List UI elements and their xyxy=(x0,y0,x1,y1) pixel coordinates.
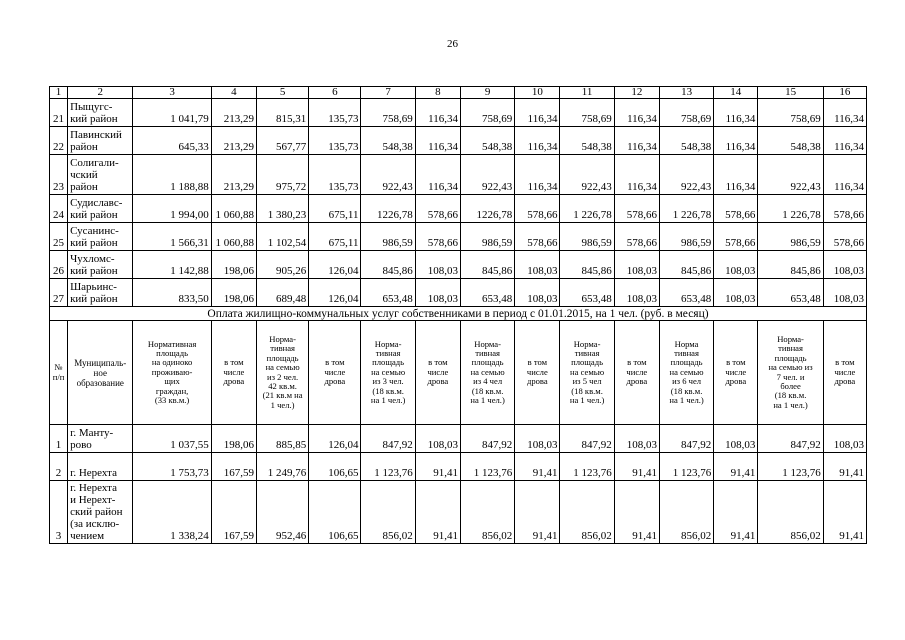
value-cell: 815,31 xyxy=(256,99,308,127)
header-cell: в том числе дрова xyxy=(309,321,361,425)
value-cell: 198,06 xyxy=(211,279,256,307)
header-municipality: Муниципаль- ное образование xyxy=(68,321,133,425)
value-cell: 108,03 xyxy=(515,425,560,453)
row-name: г. Нерехта и Нерехт- ский район (за исклю- чением xyxy=(68,481,133,544)
row-name: Сусанинс- кий район xyxy=(68,223,133,251)
table-row xyxy=(50,481,867,544)
column-number: 8 xyxy=(415,87,460,99)
value-cell: 578,66 xyxy=(515,223,560,251)
value-cell: 106,65 xyxy=(309,481,361,544)
value-cell: 108,03 xyxy=(415,279,460,307)
column-number: 15 xyxy=(758,87,823,99)
value-cell: 653,48 xyxy=(460,279,514,307)
value-cell: 1 249,76 xyxy=(256,453,308,481)
table-header-row xyxy=(50,321,867,425)
value-cell: 675,11 xyxy=(309,223,361,251)
value-cell: 1 060,88 xyxy=(211,195,256,223)
value-cell: 1 037,55 xyxy=(133,425,211,453)
value-cell: 108,03 xyxy=(714,425,758,453)
value-cell: 578,66 xyxy=(823,223,866,251)
value-cell: 213,29 xyxy=(211,155,256,195)
value-cell: 1226,78 xyxy=(361,195,415,223)
header-cell: в том числе дрова xyxy=(714,321,758,425)
column-number: 7 xyxy=(361,87,415,99)
value-cell: 986,59 xyxy=(560,223,614,251)
value-cell: 578,66 xyxy=(515,195,560,223)
row-number: 25 xyxy=(50,223,68,251)
column-number: 6 xyxy=(309,87,361,99)
value-cell: 578,66 xyxy=(714,223,758,251)
value-cell: 653,48 xyxy=(560,279,614,307)
value-cell: 116,34 xyxy=(714,127,758,155)
value-cell: 758,69 xyxy=(361,99,415,127)
row-number: 22 xyxy=(50,127,68,155)
value-cell: 91,41 xyxy=(415,481,460,544)
header-cell: в том числе дрова xyxy=(515,321,560,425)
value-cell: 116,34 xyxy=(614,127,659,155)
row-name: Шарьинс- кий район xyxy=(68,279,133,307)
column-number: 10 xyxy=(515,87,560,99)
value-cell: 213,29 xyxy=(211,99,256,127)
value-cell: 108,03 xyxy=(515,279,560,307)
value-cell: 856,02 xyxy=(361,481,415,544)
value-cell: 91,41 xyxy=(714,453,758,481)
value-cell: 758,69 xyxy=(460,99,514,127)
value-cell: 653,48 xyxy=(659,279,713,307)
value-cell: 135,73 xyxy=(309,127,361,155)
value-cell: 847,92 xyxy=(758,425,823,453)
value-cell: 548,38 xyxy=(659,127,713,155)
column-number: 13 xyxy=(659,87,713,99)
value-cell: 108,03 xyxy=(614,425,659,453)
row-name: Солигали- чский район xyxy=(68,155,133,195)
value-cell: 758,69 xyxy=(758,99,823,127)
value-cell: 126,04 xyxy=(309,251,361,279)
header-cell: Норма- тивная площадь на семью из 7 чел. и более (18 кв.м. на 1 чел.) xyxy=(758,321,823,425)
value-cell: 116,34 xyxy=(823,99,866,127)
value-cell: 198,06 xyxy=(211,425,256,453)
header-cell: Норма- тивная площадь на семью из 3 чел. (18 кв.м. на 1 чел.) xyxy=(361,321,415,425)
value-cell: 116,34 xyxy=(614,155,659,195)
table-row xyxy=(50,279,867,307)
value-cell: 1 338,24 xyxy=(133,481,211,544)
value-cell: 847,92 xyxy=(560,425,614,453)
value-cell: 1 041,79 xyxy=(133,99,211,127)
value-cell: 91,41 xyxy=(614,453,659,481)
table-row xyxy=(50,155,867,195)
value-cell: 126,04 xyxy=(309,279,361,307)
value-cell: 1 123,76 xyxy=(460,453,514,481)
table-row xyxy=(50,251,867,279)
value-cell: 135,73 xyxy=(309,99,361,127)
value-cell: 645,33 xyxy=(133,127,211,155)
header-cell: в том числе дрова xyxy=(823,321,866,425)
row-name: г. Манту- рово xyxy=(68,425,133,453)
value-cell: 905,26 xyxy=(256,251,308,279)
value-cell: 845,86 xyxy=(758,251,823,279)
row-name: г. Нерехта xyxy=(68,453,133,481)
value-cell: 578,66 xyxy=(415,195,460,223)
value-cell: 922,43 xyxy=(659,155,713,195)
value-cell: 91,41 xyxy=(823,453,866,481)
row-name: Чухломс- кий район xyxy=(68,251,133,279)
row-number: 2 xyxy=(50,453,68,481)
value-cell: 1 226,78 xyxy=(659,195,713,223)
value-cell: 653,48 xyxy=(758,279,823,307)
row-number: 23 xyxy=(50,155,68,195)
value-cell: 108,03 xyxy=(515,251,560,279)
value-cell: 167,59 xyxy=(211,453,256,481)
value-cell: 578,66 xyxy=(614,195,659,223)
value-cell: 1 123,76 xyxy=(758,453,823,481)
value-cell: 213,29 xyxy=(211,127,256,155)
value-cell: 578,66 xyxy=(614,223,659,251)
value-cell: 548,38 xyxy=(361,127,415,155)
value-cell: 758,69 xyxy=(659,99,713,127)
value-cell: 758,69 xyxy=(560,99,614,127)
value-cell: 108,03 xyxy=(415,425,460,453)
value-cell: 1 226,78 xyxy=(560,195,614,223)
value-cell: 116,34 xyxy=(415,127,460,155)
table-row xyxy=(50,425,867,453)
value-cell: 986,59 xyxy=(460,223,514,251)
row-number: 27 xyxy=(50,279,68,307)
value-cell: 986,59 xyxy=(659,223,713,251)
value-cell: 1 123,76 xyxy=(659,453,713,481)
header-cell: Норма тивная площадь на семью из 6 чел (18 кв.м. на 1 чел.) xyxy=(659,321,713,425)
value-cell: 108,03 xyxy=(614,251,659,279)
column-number: 1 xyxy=(50,87,68,99)
value-cell: 548,38 xyxy=(758,127,823,155)
value-cell: 856,02 xyxy=(659,481,713,544)
row-number: 1 xyxy=(50,425,68,453)
header-cell: Норма- тивная площадь на семью из 4 чел (18 кв.м. на 1 чел.) xyxy=(460,321,514,425)
column-number: 2 xyxy=(68,87,133,99)
value-cell: 108,03 xyxy=(714,279,758,307)
value-cell: 167,59 xyxy=(211,481,256,544)
value-cell: 675,11 xyxy=(309,195,361,223)
header-cell: Нормативная площадь на одиноко проживаю- щих граждан, (33 кв.м.) xyxy=(133,321,211,425)
value-cell: 116,34 xyxy=(515,155,560,195)
row-name: Судиславс- кий район xyxy=(68,195,133,223)
value-cell: 91,41 xyxy=(515,481,560,544)
column-number-row xyxy=(50,87,867,99)
value-cell: 845,86 xyxy=(361,251,415,279)
value-cell: 885,85 xyxy=(256,425,308,453)
header-cell: в том числе дрова xyxy=(415,321,460,425)
value-cell: 116,34 xyxy=(415,155,460,195)
value-cell: 116,34 xyxy=(714,155,758,195)
value-cell: 116,34 xyxy=(415,99,460,127)
value-cell: 1 566,31 xyxy=(133,223,211,251)
column-number: 3 xyxy=(133,87,211,99)
value-cell: 108,03 xyxy=(823,425,866,453)
header-cell: Норма- тивная площадь на семью из 5 чел (18 кв.м. на 1 чел.) xyxy=(560,321,614,425)
value-cell: 847,92 xyxy=(659,425,713,453)
row-name: Павинский район xyxy=(68,127,133,155)
value-cell: 116,34 xyxy=(515,99,560,127)
value-cell: 548,38 xyxy=(560,127,614,155)
value-cell: 1 123,76 xyxy=(361,453,415,481)
value-cell: 108,03 xyxy=(823,279,866,307)
value-cell: 856,02 xyxy=(560,481,614,544)
value-cell: 548,38 xyxy=(460,127,514,155)
header-cell: Норма- тивная площадь на семью из 2 чел. 42 кв.м. (21 кв.м на 1 чел.) xyxy=(256,321,308,425)
value-cell: 847,92 xyxy=(361,425,415,453)
value-cell: 1 753,73 xyxy=(133,453,211,481)
value-cell: 986,59 xyxy=(361,223,415,251)
value-cell: 108,03 xyxy=(614,279,659,307)
value-cell: 845,86 xyxy=(460,251,514,279)
header-cell: в том числе дрова xyxy=(211,321,256,425)
header-number: № п/п xyxy=(50,321,68,425)
page-number: 26 xyxy=(447,38,458,50)
value-cell: 108,03 xyxy=(823,251,866,279)
value-cell: 91,41 xyxy=(714,481,758,544)
value-cell: 116,34 xyxy=(823,155,866,195)
value-cell: 845,86 xyxy=(659,251,713,279)
section-caption-row xyxy=(50,307,867,321)
value-cell: 578,66 xyxy=(415,223,460,251)
value-cell: 91,41 xyxy=(515,453,560,481)
column-number: 5 xyxy=(256,87,308,99)
column-number: 16 xyxy=(823,87,866,99)
value-cell: 922,43 xyxy=(560,155,614,195)
value-cell: 1 994,00 xyxy=(133,195,211,223)
value-cell: 975,72 xyxy=(256,155,308,195)
value-cell: 91,41 xyxy=(823,481,866,544)
value-cell: 126,04 xyxy=(309,425,361,453)
value-cell: 135,73 xyxy=(309,155,361,195)
section-caption: Оплата жилищно-коммунальных услуг собственниками в период с 01.01.2015, на 1 чел. (руб. в месяц) xyxy=(50,307,867,321)
value-cell: 922,43 xyxy=(460,155,514,195)
value-cell: 116,34 xyxy=(714,99,758,127)
row-number: 3 xyxy=(50,481,68,544)
value-cell: 578,66 xyxy=(823,195,866,223)
value-cell: 91,41 xyxy=(614,481,659,544)
value-cell: 108,03 xyxy=(714,251,758,279)
table-row xyxy=(50,223,867,251)
column-number: 14 xyxy=(714,87,758,99)
value-cell: 952,46 xyxy=(256,481,308,544)
table-row xyxy=(50,99,867,127)
value-cell: 116,34 xyxy=(614,99,659,127)
column-number: 4 xyxy=(211,87,256,99)
value-cell: 1 380,23 xyxy=(256,195,308,223)
value-cell: 1 123,76 xyxy=(560,453,614,481)
value-cell: 198,06 xyxy=(211,251,256,279)
value-cell: 1 142,88 xyxy=(133,251,211,279)
column-number: 11 xyxy=(560,87,614,99)
column-number: 12 xyxy=(614,87,659,99)
value-cell: 578,66 xyxy=(714,195,758,223)
value-cell: 116,34 xyxy=(823,127,866,155)
value-cell: 91,41 xyxy=(415,453,460,481)
value-cell: 1 226,78 xyxy=(758,195,823,223)
value-cell: 833,50 xyxy=(133,279,211,307)
value-cell: 689,48 xyxy=(256,279,308,307)
value-cell: 1226,78 xyxy=(460,195,514,223)
value-cell: 922,43 xyxy=(758,155,823,195)
table-row xyxy=(50,127,867,155)
value-cell: 847,92 xyxy=(460,425,514,453)
value-cell: 856,02 xyxy=(758,481,823,544)
value-cell: 108,03 xyxy=(415,251,460,279)
value-cell: 856,02 xyxy=(460,481,514,544)
value-cell: 1 188,88 xyxy=(133,155,211,195)
value-cell: 922,43 xyxy=(361,155,415,195)
column-number: 9 xyxy=(460,87,514,99)
row-number: 24 xyxy=(50,195,68,223)
value-cell: 116,34 xyxy=(515,127,560,155)
row-name: Пыщугс- кий район xyxy=(68,99,133,127)
value-cell: 845,86 xyxy=(560,251,614,279)
value-cell: 106,65 xyxy=(309,453,361,481)
row-number: 21 xyxy=(50,99,68,127)
table-row xyxy=(50,195,867,223)
value-cell: 653,48 xyxy=(361,279,415,307)
value-cell: 1 060,88 xyxy=(211,223,256,251)
row-number: 26 xyxy=(50,251,68,279)
table-row xyxy=(50,453,867,481)
value-cell: 1 102,54 xyxy=(256,223,308,251)
value-cell: 567,77 xyxy=(256,127,308,155)
tariff-table xyxy=(49,86,867,544)
header-cell: в том числе дрова xyxy=(614,321,659,425)
value-cell: 986,59 xyxy=(758,223,823,251)
